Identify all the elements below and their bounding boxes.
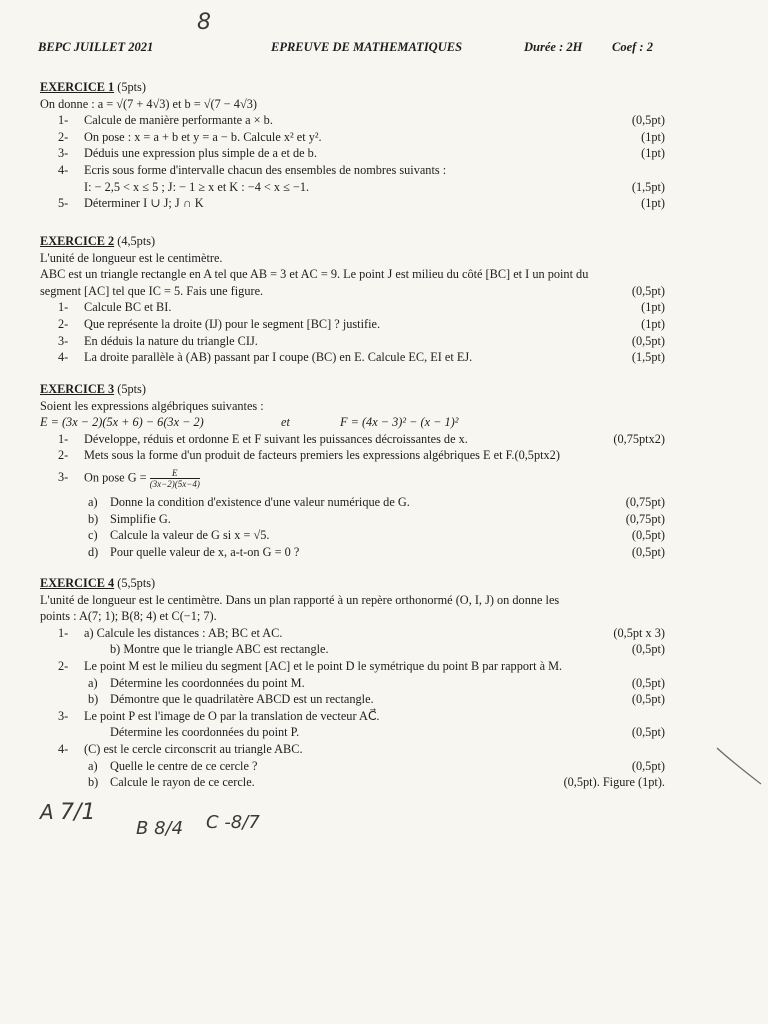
exercise-3-item [40, 447, 705, 464]
header-title: EPREUVE DE MATHEMATIQUES [271, 40, 463, 54]
item-text: Calcule la valeur de G si x = √5. [110, 528, 270, 543]
exercise-2-title: EXERCICE 2 (4,5pts) [40, 234, 156, 248]
item-number: 4- [58, 350, 69, 365]
item-number: b) [88, 692, 99, 707]
top-handwritten-mark: 8 [197, 10, 211, 35]
item-text: a) Calcule les distances : AB; BC et AC. [84, 625, 283, 640]
exercise-1 [40, 79, 705, 212]
item-number: 1- [58, 113, 69, 128]
item-text: Le point P est l'image de O par la translation de vecteur AC⃗. [84, 708, 380, 723]
expression-et: et [281, 415, 290, 430]
item-points: (1pt) [641, 316, 665, 331]
exercise-4-intro-1: L'unité de longueur est le centimètre. Dans un plan rapporté à un repère orthonormé (O, I, J) on donne les [40, 592, 560, 607]
exercise-2-item [40, 316, 705, 333]
exercise-3-title: EXERCICE 3 (5pts) [40, 382, 146, 396]
g-fraction: $\frac{E}{(3x-2)(5x-4)}$ [149, 467, 200, 489]
expression-e: E = (3x − 2)(5x + 6) − 6(3x − 2) [40, 415, 204, 430]
item-points: (0,5pt) [631, 642, 665, 657]
item-text: Calcule le rayon de ce cercle. [110, 775, 255, 790]
exercise-3-item [40, 431, 705, 448]
exercise-1-title: EXERCICE 1 (5pts) [40, 80, 146, 94]
item-text: Que représente la droite (IJ) pour le segment [BC] ? justifie. [84, 316, 381, 331]
item-text: Déterminer I ∪ J; J ∩ K [84, 196, 204, 211]
exercise-1-item [40, 145, 705, 162]
item-text: Ecris sous forme d'intervalle chacun des ensembles de nombres suivants : [84, 162, 447, 177]
item-number: a) [88, 758, 98, 773]
item-number: 2- [58, 129, 69, 144]
exercise-2-item [40, 299, 705, 316]
item-number: 4- [58, 162, 69, 177]
exercise-3-g-definition: 3- On pose G = $\frac{E}{(3x-2)(5x-4)}$ [58, 467, 200, 489]
exercise-4-title: EXERCICE 4 (5,5pts) [40, 576, 156, 590]
item-points: (0,75ptx2) [613, 431, 665, 446]
item-number: 1- [58, 431, 69, 446]
item-text: En déduis la nature du triangle CIJ. [84, 333, 258, 348]
item-text: (C) est le cercle circonscrit au triangle ABC. [84, 741, 303, 756]
exercise-4-item [40, 774, 705, 791]
exercise-2-item [40, 349, 705, 366]
handwritten-point-b: B 8/4 [136, 818, 184, 839]
item-points: (1,5pt) [631, 179, 665, 194]
exercise-4-item [40, 675, 705, 692]
item-number: 1- [58, 300, 69, 315]
item-points: (0,5pt x 3) [613, 625, 665, 640]
item-points: (1pt) [641, 129, 665, 144]
handwritten-point-c: C -8/7 [206, 812, 260, 833]
item-text: Démontre que le quadrilatère ABCD est un rectangle. [110, 692, 374, 707]
exercise-4-intro-2: points : A(7; 1); B(8; 4) et C(−1; 7). [40, 609, 217, 624]
exercise-4-item [40, 691, 705, 708]
item-number: b) [88, 511, 99, 526]
exercise-1-item [40, 112, 705, 129]
item-points: (1pt) [641, 146, 665, 161]
item-points: (0,5pt) [631, 113, 665, 128]
header-coef: Coef : 2 [612, 40, 653, 54]
exercise-3 [40, 381, 705, 560]
exercise-2-intro-1: L'unité de longueur est le centimètre. [40, 250, 223, 265]
item-points: (0,5pt). Figure (1pt). [563, 775, 665, 790]
item-text: Simplifie G. [110, 511, 171, 526]
exercise-3-subitem [40, 511, 705, 528]
exercise-2 [40, 233, 705, 366]
exercise-3-expressions [40, 414, 705, 431]
item-text: Détermine les coordonnées du point P. [110, 725, 300, 740]
item-text: Détermine les coordonnées du point M. [110, 675, 305, 690]
item-points: (0,75pt) [625, 494, 665, 509]
item-number: a) [88, 494, 98, 509]
item-number: 3- [58, 333, 69, 348]
item-number: d) [88, 544, 99, 559]
item-points: (0,5pt) [631, 725, 665, 740]
item-number: 5- [58, 196, 69, 211]
exercise-4-item [40, 625, 705, 642]
item-number: 1- [58, 625, 69, 640]
exercise-1-item [40, 179, 705, 196]
exercise-2-intro-3: segment [AC] tel que IC = 5. Fais une figure. (0,5pt) [40, 283, 665, 298]
item-text: Donne la condition d'existence d'une valeur numérique de G. [110, 494, 410, 509]
item-number: 2- [58, 316, 69, 331]
item-points: (0,5pt) [631, 544, 665, 559]
exercise-4-item [40, 641, 705, 658]
exercise-1-intro: On donne : a = √(7 + 4√3) et b = √(7 − 4√3) [40, 96, 257, 111]
item-number: 3- [58, 146, 69, 161]
exercise-4-item [40, 708, 705, 725]
exercise-3-subitem [40, 494, 705, 511]
item-text: I: − 2,5 < x ≤ 5 ; J: − 1 ≥ x et K : −4 < x ≤ −1. [84, 179, 310, 194]
item-text: Le point M est le milieu du segment [AC] et le point D le symétrique du point B par rapport à M. [84, 658, 563, 673]
exercise-4-item [40, 724, 705, 741]
item-points: (0,5pt) [631, 333, 665, 348]
item-points: (1pt) [641, 196, 665, 211]
exercise-2-item [40, 333, 705, 350]
exercise-4-item [40, 658, 705, 675]
exercise-3-subitem [40, 527, 705, 544]
item-text: b) Montre que le triangle ABC est rectangle. [110, 642, 329, 657]
item-number: b) [88, 775, 99, 790]
item-points: (0,5pt) [631, 528, 665, 543]
exercise-1-item [40, 129, 705, 146]
item-number: a) [88, 675, 98, 690]
item-points: (1pt) [641, 300, 665, 315]
item-text: Calcule de manière performante a × b. [84, 113, 273, 128]
item-points: (1,5pt) [631, 350, 665, 365]
item-points: (0,5pt) [631, 675, 665, 690]
item-points: (0,75pt) [625, 511, 665, 526]
item-points: (0,5pt) [631, 692, 665, 707]
exercise-4 [40, 575, 705, 791]
item-text: Déduis une expression plus simple de a et de b. [84, 146, 317, 161]
item-number: 3- [58, 708, 69, 723]
item-text: La droite parallèle à (AB) passant par I coupe (BC) en E. Calcule EC, EI et EJ. [84, 350, 473, 365]
header-session: BEPC JUILLET 2021 [38, 40, 154, 54]
item-number: 2- [58, 448, 69, 463]
item-text: On pose : x = a + b et y = a − b. Calcule x² et y². [84, 129, 322, 144]
exercise-2-intro-points: (0,5pt) [631, 283, 665, 298]
handwritten-point-a: A 7/1 [40, 800, 96, 825]
item-number: c) [88, 528, 98, 543]
exercise-3-intro: Soient les expressions algébriques suivantes : [40, 398, 264, 413]
item-text: Quelle le centre de ce cercle ? [110, 758, 258, 773]
exercise-2-intro-2: ABC est un triangle rectangle en A tel que AB = 3 et AC = 9. Le point J est milieu du côté [BC] et I un point du [40, 267, 589, 282]
exercise-4-item [40, 758, 705, 775]
exercise-4-item [40, 741, 705, 758]
item-text: Calcule BC et BI. [84, 300, 172, 315]
exercise-3-subitem [40, 544, 705, 561]
exam-header [38, 40, 678, 60]
item-text: Mets sous la forme d'un produit de facteurs premiers les expressions algébriques E et F.(0,5ptx2) [84, 448, 560, 463]
pencil-stroke [715, 740, 765, 790]
item-number: 2- [58, 658, 69, 673]
exercise-1-item [40, 195, 705, 212]
item-text: Développe, réduis et ordonne E et F suivant les puissances décroissantes de x. [84, 431, 468, 446]
item-text: Pour quelle valeur de x, a-t-on G = 0 ? [110, 544, 300, 559]
header-duration: Durée : 2H [524, 40, 583, 54]
exercise-1-item [40, 162, 705, 179]
item-points: (0,5pt) [631, 758, 665, 773]
item-number: 4- [58, 741, 69, 756]
expression-f: F = (4x − 3)² − (x − 1)² [340, 415, 459, 430]
